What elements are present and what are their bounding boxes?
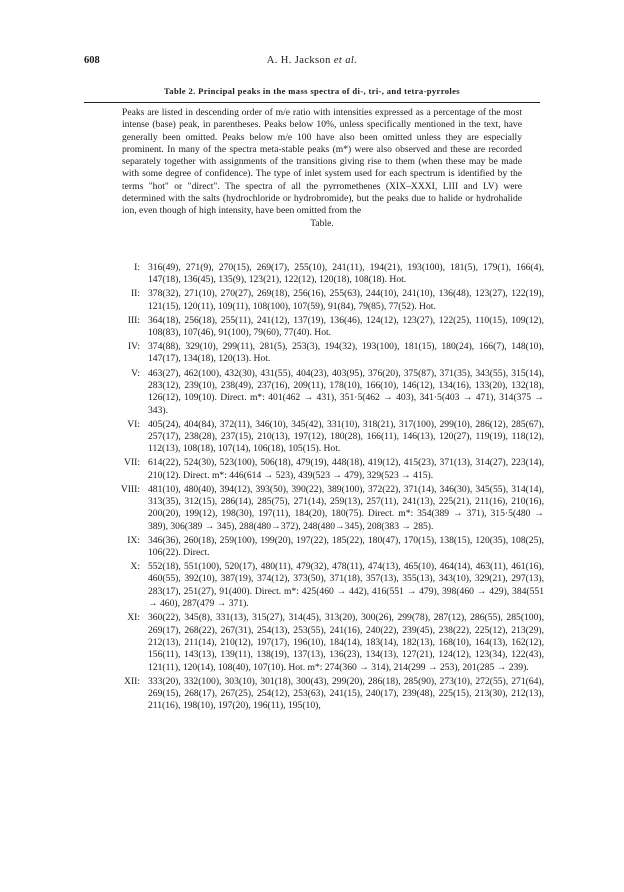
compound-label: X: — [130, 561, 140, 573]
compound-label: XI: — [127, 612, 140, 624]
running-title — [84, 55, 540, 66]
compound-label: VII: — [124, 457, 140, 469]
spectrum-entry — [84, 484, 544, 533]
table-caption: Table 2. Principal peaks in the mass spectra of di-, tri-, and tetra-pyrroles — [164, 86, 460, 96]
spectrum-entry — [84, 341, 544, 366]
peak-list: 614(22), 524(30), 523(100), 506(18), 479(19), 448(18), 419(12), 415(23), 371(13), 314(27), 223(14), 210(12). Direct. m*: 446(614 → 523), 439(523 → 479), 329(523 → 415). — [148, 457, 544, 481]
compound-label: VI: — [127, 418, 140, 430]
spectrum-entry — [84, 368, 544, 417]
page-number: 608 — [84, 55, 100, 66]
spectrum-entry — [84, 612, 544, 674]
peak-list: 316(49), 271(9), 270(15), 269(17), 255(10), 241(11), 194(21), 193(100), 181(5), 179(1), 166(4), 147(18), 136(45), 135(9), 123(21), 122(12), 120(18), 108(18). Hot. — [148, 262, 544, 286]
spectrum-entry — [84, 457, 544, 482]
spectrum-entry — [84, 535, 544, 560]
peak-list: 463(27), 462(100), 432(30), 431(55), 404(23), 403(95), 376(20), 375(87), 371(35), 343(55), 315(14), 283(12), 239(10), 238(49), 237(16), 209(11), 178(10), 166(10), 146(12), 134(16), 133(20), 132(18), 126(12), 109(10). Direct. m*: 401(462 → 431), 351·5(462 → 403), 341·5(403 → 471), 314(375 → 343). — [148, 367, 544, 416]
spectrum-entry — [84, 262, 544, 287]
running-title-etal: et al. — [333, 55, 358, 66]
spectra-entry-list — [84, 262, 544, 714]
peak-list: 552(18), 551(100), 520(17), 480(11), 479(32), 478(11), 474(13), 465(10), 464(14), 463(11), 461(16), 460(55), 392(10), 387(19), 374(12), 373(50), 371(18), 357(13), 355(13), 343(10), 329(21), 297(13), 283(17), 251(27), 91(400). Direct. m*: 425(460 → 442), 416(551 → 479), 398(460 → 429), 384(551 → 460), 287(479 → 371). — [148, 561, 544, 610]
compound-label: XII: — [124, 675, 140, 687]
peak-list: 481(10), 480(40), 394(12), 393(50), 390(22), 389(100), 372(22), 371(14), 346(30), 345(55), 314(14), 313(35), 312(15), 286(14), 285(75), 271(14), 259(13), 257(11), 241(13), 225(21), 211(16), 210(16), 200(20), 199(12), 198(30), 197(11), 184(20), 180(75). Direct. m*: 354(389 → 371), 315·5(480 → 389), 306(389 → 345), 288(480→372), 248(480→345), 208(383 → 285). — [148, 483, 544, 532]
compound-label: IX: — [127, 534, 140, 546]
table-intro-note — [122, 107, 522, 230]
peak-list: 378(32), 271(10), 270(27), 269(18), 256(16), 255(63), 244(10), 241(10), 136(48), 123(27), 122(19), 121(15), 120(11), 109(11), 108(100), 107(59), 91(84), 79(85), 77(52). Hot. — [148, 288, 544, 312]
compound-label: VIII: — [120, 483, 140, 495]
spectrum-entry — [84, 288, 544, 313]
running-title-authors: A. H. Jackson — [266, 55, 331, 66]
intro-paragraph: Peaks are listed in descending order of m/e ratio with intensities expressed as a percentage of the most intense (base) peak, in parentheses. Peaks below 10%, unless specifically mentioned in the text, have generally been omitted. Peaks below m/e 100 have also been omitted unless they are especially prominent. In many of the spectra meta-stable peaks (m*) were also observed and these are recorded separately together with assignments of the transitions giving rise to them (when these may be made with some degree of confidence). The type of inlet system used for each spectrum is identified by the terms "hot" or "direct". The spectra of all the pyrromethenes (XIX–XXXI, LIII and LV) were determined with the salts (hydrochloride or hydrobromide), but the peaks due to halide or hydrohalide ion, even though of high intensity, have been omitted from the — [122, 107, 522, 217]
running-head — [84, 55, 540, 69]
table-top-rule — [84, 102, 540, 103]
compound-label: I: — [134, 262, 140, 273]
spectrum-entry — [84, 676, 544, 713]
peak-list: 405(24), 404(84), 372(11), 346(10), 345(42), 331(10), 318(21), 317(100), 299(10), 286(12), 285(67), 257(17), 238(28), 237(15), 210(13), 197(12), 180(28), 166(11), 146(13), 120(27), 119(19), 118(12), 112(13), 108(18), 107(14), 106(18), 105(15). Hot. — [148, 418, 544, 455]
peak-list: 364(18), 256(18), 255(11), 241(12), 137(19), 136(46), 124(12), 123(27), 122(25), 110(15), 109(12), 108(83), 107(46), 91(100), 79(60), 77(40). Hot. — [148, 314, 544, 339]
spectrum-entry — [84, 561, 544, 610]
compound-label: III: — [127, 314, 140, 326]
peak-list: 374(88), 329(10), 299(11), 281(5), 253(3), 194(32), 193(100), 181(15), 180(24), 166(7), 148(10), 147(17), 134(18), 120(13). Hot. — [148, 341, 544, 365]
peak-list: 333(20), 332(100), 303(10), 301(18), 300(43), 299(20), 286(18), 285(90), 273(10), 272(55), 271(64), 269(15), 268(17), 267(25), 254(12), 253(63), 241(15), 240(17), 239(48), 225(15), 213(30), 212(13), 211(16), 198(10), 197(20), 196(11), 195(10), — [148, 675, 544, 712]
peak-list: 360(22), 345(8), 331(13), 315(27), 314(45), 313(20), 300(26), 299(78), 287(12), 286(55), 285(100), 269(17), 268(22), 267(31), 254(13), 253(55), 241(16), 240(22), 239(45), 238(22), 225(12), 213(29), 212(13), 211(14), 210(12), 197(17), 196(10), 184(14), 183(14), 182(13), 168(10), 164(13), 162(12), 156(11), 143(13), 139(11), 138(19), 137(13), 136(23), 134(13), 127(21), 124(12), 123(34), 122(43), 121(11), 120(14), 108(40), 107(10). Hot. m*: 274(360 → 314), 214(299 → 253), 201(285 → 239). — [148, 612, 544, 673]
compound-label: V: — [131, 367, 140, 379]
peak-list: 346(36), 260(18), 259(100), 199(20), 197(22), 185(22), 180(47), 170(15), 138(15), 120(35), 108(25), 106(22). Direct. — [148, 534, 544, 559]
compound-label: IV: — [127, 341, 140, 353]
intro-last-line: Table. — [310, 217, 334, 229]
spectrum-entry — [84, 315, 544, 340]
spectrum-entry — [84, 419, 544, 456]
compound-label: II: — [130, 288, 140, 300]
